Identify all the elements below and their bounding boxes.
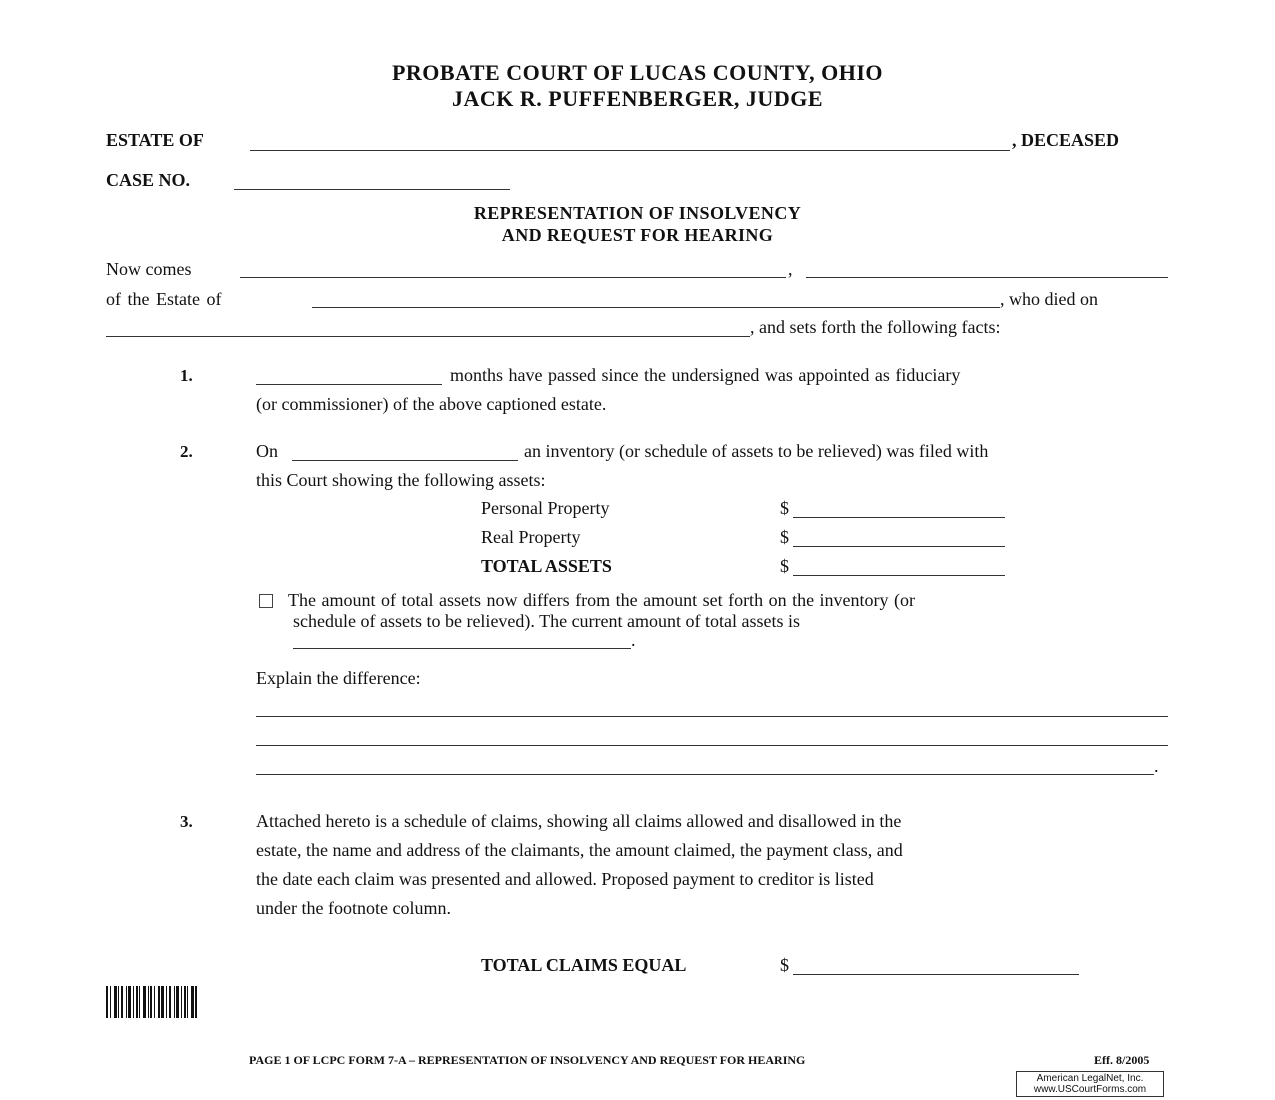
total-assets-field[interactable] [793, 575, 1005, 576]
inventory-date-field[interactable] [292, 460, 518, 461]
assets-differ-checkbox[interactable] [259, 594, 273, 608]
real-property-currency: $ [780, 527, 789, 547]
real-property-label: Real Property [481, 527, 581, 547]
assets-differ-period: . [631, 630, 636, 650]
fiduciary-title-field[interactable] [806, 277, 1168, 278]
case-no-field[interactable] [234, 189, 510, 190]
court-name: PROBATE COURT OF LUCAS COUNTY, OHIO [391, 60, 883, 85]
form-title-line1: REPRESENTATION OF INSOLVENCY [473, 203, 802, 223]
legalnet-stamp [1016, 1071, 1164, 1097]
comma: , [788, 259, 793, 279]
case-no-label: CASE NO. [106, 170, 191, 190]
item-1-line1: months have passed since the undersigned was appointed as fiduciary [450, 365, 961, 385]
personal-property-label: Personal Property [481, 498, 610, 518]
explain-period: . [1154, 756, 1159, 776]
total-assets-currency: $ [780, 556, 789, 576]
assets-differ-line1: The amount of total assets now differs from the amount set forth on the inventory (or [288, 590, 916, 610]
form-title-line2: AND REQUEST FOR HEARING [501, 225, 774, 245]
stamp-line2: www.USCourtForms.com [1033, 1084, 1147, 1095]
item-3-line4: under the footnote column. [256, 898, 451, 918]
current-amount-field[interactable] [293, 648, 631, 649]
footer-effective-date: Eff. 8/2005 [1094, 1053, 1150, 1067]
assets-differ-line2: schedule of assets to be relieved). The current amount of total assets is [293, 611, 801, 631]
personal-property-field[interactable] [793, 517, 1005, 518]
item-2-line2: this Court showing the following assets: [256, 470, 546, 490]
explain-line-3[interactable] [256, 774, 1154, 775]
deceased-label: , DECEASED [1012, 130, 1120, 150]
who-died-on-label: , who died on [1000, 289, 1098, 309]
months-field[interactable] [256, 384, 442, 385]
personal-property-currency: $ [780, 498, 789, 518]
item-3-line2: estate, the name and address of the claimants, the amount claimed, the payment class, and [256, 840, 903, 860]
item-3-line1: Attached hereto is a schedule of claims, showing all claims allowed and disallowed in the [256, 811, 902, 831]
estate-name-field[interactable] [250, 150, 1010, 151]
stamp-line1: American LegalNet, Inc. [1036, 1073, 1144, 1084]
item-1-number: 1. [180, 366, 193, 385]
barcode-image [106, 986, 197, 1018]
item-3-line3: the date each claim was presented and allowed. Proposed payment to creditor is listed [256, 869, 874, 889]
footer-page-label: PAGE 1 OF LCPC FORM 7-A – REPRESENTATION OF INSOLVENCY AND REQUEST FOR HEARING [249, 1053, 806, 1067]
on-label: On [256, 441, 278, 461]
estate-of-field[interactable] [312, 307, 1000, 308]
real-property-field[interactable] [793, 546, 1005, 547]
now-comes-label: Now comes [106, 259, 192, 279]
of-the-estate-label: of the Estate of [106, 289, 222, 309]
total-assets-label: TOTAL ASSETS [481, 556, 612, 576]
total-claims-currency: $ [780, 955, 789, 975]
item-2-line1: an inventory (or schedule of assets to be relieved) was filed with [524, 441, 989, 461]
explain-line-1[interactable] [256, 716, 1168, 717]
total-claims-field[interactable] [793, 974, 1079, 975]
item-2-number: 2. [180, 442, 193, 461]
explain-label: Explain the difference: [256, 668, 421, 688]
fiduciary-name-field[interactable] [240, 277, 786, 278]
total-claims-label: TOTAL CLAIMS EQUAL [481, 955, 687, 975]
item-3-number: 3. [180, 812, 193, 831]
explain-line-2[interactable] [256, 745, 1168, 746]
sets-forth-label: , and sets forth the following facts: [750, 317, 1001, 337]
estate-of-label: ESTATE OF [106, 130, 204, 150]
judge-name: JACK R. PUFFENBERGER, JUDGE [451, 86, 823, 111]
date-of-death-field[interactable] [106, 336, 750, 337]
item-1-line2: (or commissioner) of the above captioned estate. [256, 394, 607, 414]
